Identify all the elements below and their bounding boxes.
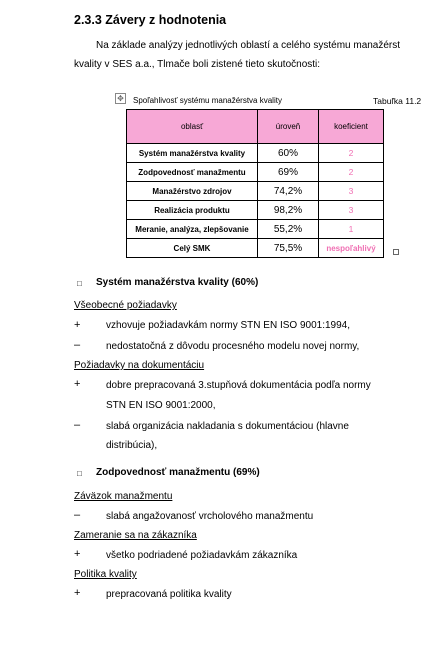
header-koeficient: koeficient — [319, 110, 384, 144]
subheading: Politika kvality — [74, 569, 137, 580]
list-item-cont: distribúcia), — [106, 440, 158, 451]
list-item: dobre prepracovaná 3.stupňová dokumentácia podľa normy — [106, 380, 371, 391]
minus-mark: – — [74, 509, 81, 521]
cell-level: 75,5% — [258, 239, 319, 258]
cell-area: Celý SMK — [127, 239, 258, 258]
list-item: všetko podriadené požiadavkám zákazníka — [106, 550, 298, 561]
cell-area: Meranie, analýza, zlepšovanie — [127, 220, 258, 239]
list-item-cont: STN EN ISO 9001:2000, — [106, 400, 216, 411]
cell-area: Realizácia produktu — [127, 201, 258, 220]
cell-level: 60% — [258, 144, 319, 163]
square-bullet-icon: □ — [77, 279, 82, 288]
four-way-arrow-icon[interactable]: ✥ — [115, 93, 126, 104]
cell-area: Systém manažérstva kvality — [127, 144, 258, 163]
subheading: Záväzok manažmentu — [74, 491, 173, 502]
subheading: Všeobecné požiadavky — [74, 300, 177, 311]
minus-mark: – — [74, 419, 81, 431]
subheading: Zameranie sa na zákazníka — [74, 530, 197, 541]
cell-coefficient: 2 — [319, 144, 384, 163]
header-uroven: úroveň — [258, 110, 319, 144]
list-item: vzhovuje požiadavkám normy STN EN ISO 9001:1994, — [106, 320, 351, 331]
plus-mark: + — [74, 587, 81, 599]
table-row — [127, 239, 384, 258]
cell-coefficient: 1 — [319, 220, 384, 239]
table-row — [127, 144, 384, 163]
table-header-row — [127, 110, 384, 144]
cell-level: 69% — [258, 163, 319, 182]
subheading: Požiadavky na dokumentáciu — [74, 360, 205, 371]
table-resize-handle[interactable] — [393, 249, 399, 255]
cell-area: Manažérstvo zdrojov — [127, 182, 258, 201]
minus-mark: – — [74, 339, 81, 351]
cell-level: 55,2% — [258, 220, 319, 239]
cell-coefficient: 3 — [319, 201, 384, 220]
plus-mark: + — [74, 378, 81, 390]
intro-line-1: Na základe analýzy jednotlivých oblastí a celého systému manažérst — [96, 40, 401, 51]
list-item: prepracovaná politika kvality — [106, 589, 232, 600]
list-item: nedostatočná z dôvodu procesného modelu novej normy, — [106, 341, 360, 352]
cell-level: 74,2% — [258, 182, 319, 201]
cell-coefficient: 3 — [319, 182, 384, 201]
table-row — [127, 220, 384, 239]
header-oblast: oblasť — [127, 110, 258, 144]
reliability-table — [126, 109, 384, 258]
plus-mark: + — [74, 548, 81, 560]
list-item: slabá organizácia nakladania s dokumentáciou (hlavne — [106, 421, 349, 432]
table-caption: Spoľahlivosť systému manažérstva kvality — [133, 96, 282, 105]
table-row — [127, 182, 384, 201]
intro-line-2: kvality v SES a.a., Tlmače boli zistené tieto skutočnosti: — [74, 59, 321, 70]
cell-coefficient: 2 — [319, 163, 384, 182]
square-bullet-icon: □ — [77, 469, 82, 478]
plus-mark: + — [74, 319, 81, 331]
block-title: Zodpovednosť manažmentu (69%) — [96, 467, 260, 478]
cell-area: Zodpovednosť manažmentu — [127, 163, 258, 182]
section-heading: 2.3.3 Závery z hodnotenia — [74, 13, 227, 27]
cell-coefficient: nespoľahlivý — [319, 239, 384, 258]
table-row — [127, 163, 384, 182]
list-item: slabá angažovanosť vrcholového manažmentu — [106, 511, 314, 522]
table-number: Tabuľka 11.2 — [373, 96, 422, 106]
table-row — [127, 201, 384, 220]
cell-level: 98,2% — [258, 201, 319, 220]
block-title: Systém manažérstva kvality (60%) — [96, 277, 259, 288]
